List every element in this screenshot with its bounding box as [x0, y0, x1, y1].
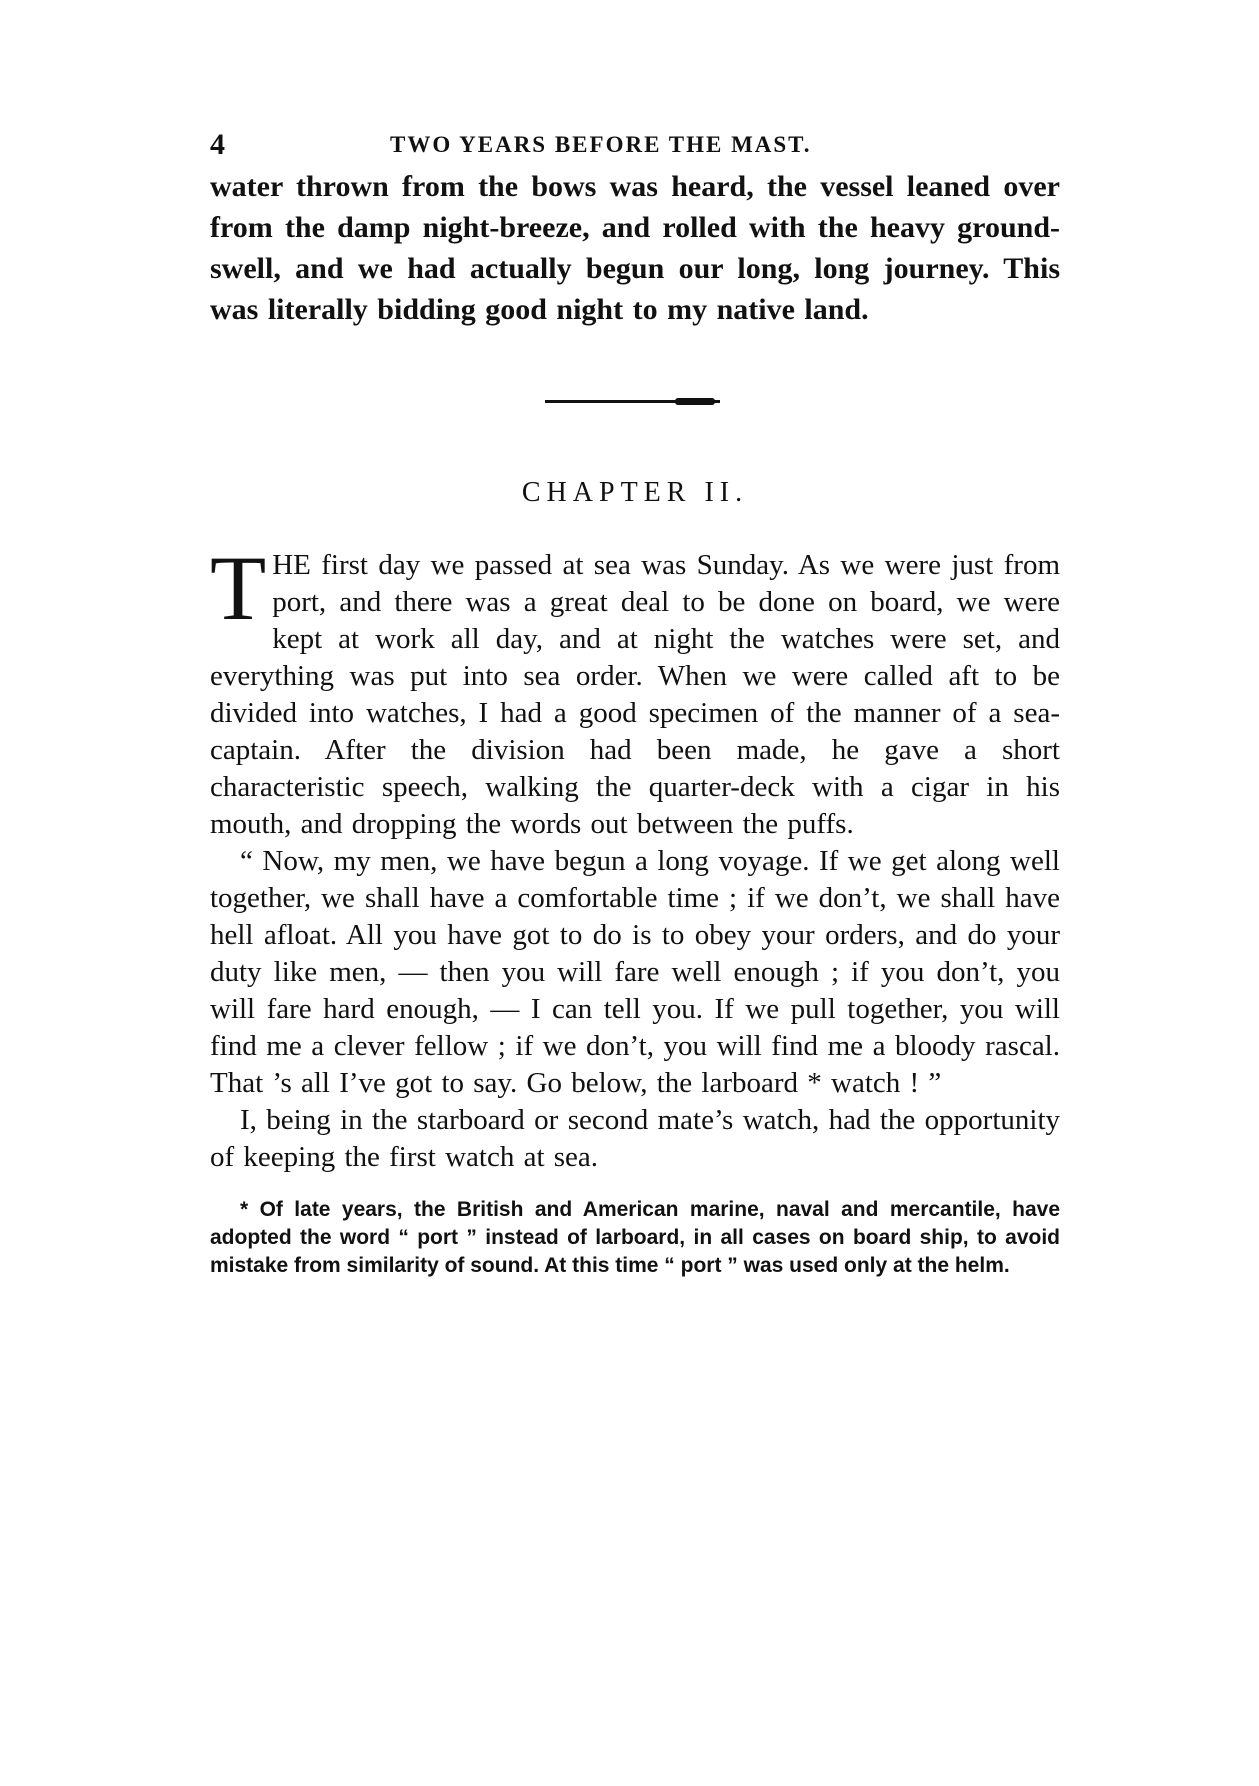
book-page	[210, 120, 1060, 1280]
chapter-first-paragraph	[210, 537, 1060, 843]
running-head	[210, 120, 1060, 164]
chapter-title: CHAPTER II.	[521, 477, 749, 508]
opening-paragraph: water thrown from the bows was heard, the vessel leaned over from the damp night-breeze, and rolled with the heavy ground-swell, and we had actually begun our long, long journey. This was literally bidding good night to my native land.	[210, 170, 1060, 326]
divider-knob	[675, 398, 715, 405]
drop-cap: T	[210, 537, 267, 639]
page-number: 4	[210, 128, 226, 161]
captain-speech-paragraph: “ Now, my men, we have begun a long voyage. If we get along well together, we shall have a comfortable time ; if we don’t, we shall have hell afloat. All you have got to do is to obey your orders, and do your duty like men, — then you will fare well enough ; if you don’t, you will fare hard enough, — I can tell you. If we pull together, you will find me a clever fellow ; if we don’t, you will find me a bloody rascal. That ’s all I’ve got to say. Go below, the larboard * watch ! ”	[210, 845, 1060, 1099]
chapter-first-paragraph-text: HE first day we passed at sea was Sunday. As we were just from port, and there was a great deal to be done on board, we were kept at work all day, and at night the watches were set, and everything was put into sea order. When we were called aft to be divided into watches, I had a good specimen of the manner of a sea-captain. After the division had been made, he gave a short characteristic speech, walking the quarter-deck with a cigar in his mouth, and dropping the words out between the puffs.	[210, 549, 1060, 840]
section-divider-ornament	[545, 395, 725, 407]
closing-paragraph: I, being in the starboard or second mate’s watch, had the opportunity of keeping the first watch at sea.	[210, 1104, 1060, 1173]
footnote: * Of late years, the British and American marine, naval and mercantile, have adopted the word “ port ” instead of larboard, in all cases on board ship, to avoid mistake from similarity of sound. At this time “ port ” was used only at the helm.	[210, 1198, 1060, 1277]
running-title: TWO YEARS BEFORE THE MAST.	[390, 132, 812, 157]
